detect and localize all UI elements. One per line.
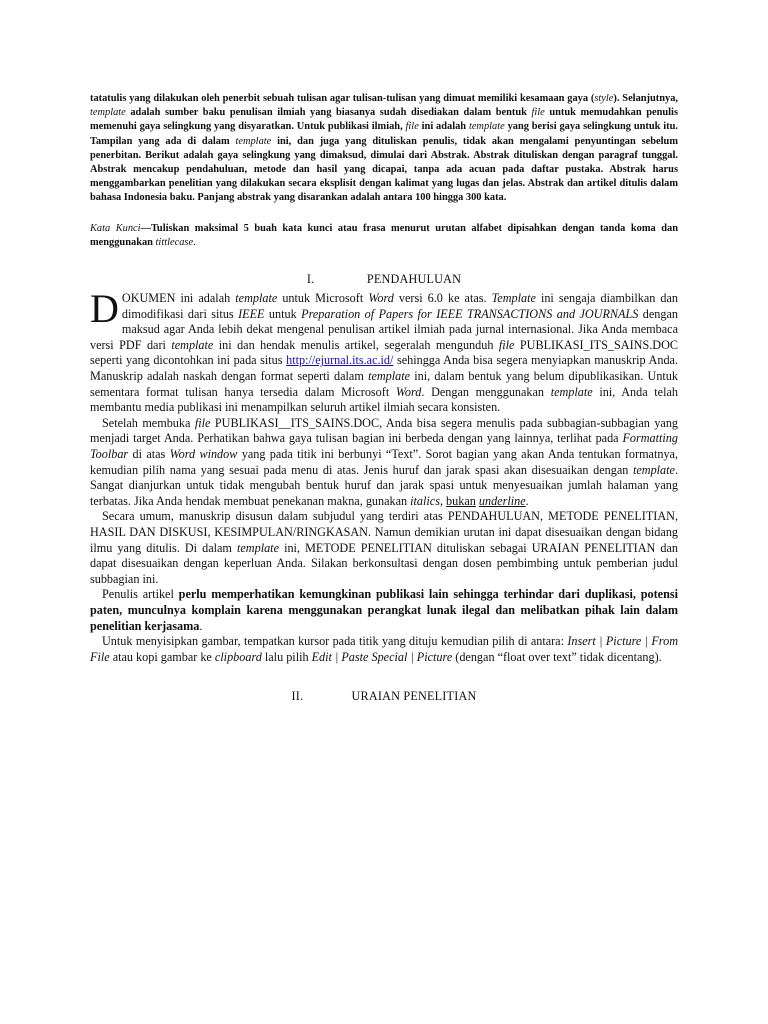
italic-text: template: [237, 540, 279, 555]
keywords-end: .: [193, 236, 196, 248]
text: .: [525, 493, 529, 508]
italic-underlined-text: underline: [478, 493, 526, 508]
italic-text: Preparation of Papers for IEEE TRANSACTIONS and JOURNALS: [301, 306, 639, 321]
text: dengan maksud agar Anda lebih dekat mengenal penulisan artikel ilmiah pada jurnal internasional. Jika Anda membaca versi PDF dari: [90, 306, 678, 352]
abstract-text: yang berisi gaya selingkung untuk itu. Tampilan yang ada di dalam: [90, 121, 678, 147]
text: .: [199, 618, 203, 633]
italic-text: Edit | Paste Special | Picture: [311, 649, 453, 664]
text: di atas: [128, 446, 170, 461]
text: Untuk menyisipkan gambar, tempatkan kursor pada titik yang dituju kemudian pilih di antara:: [102, 634, 568, 649]
text: Secara umum, manuskrip disusun dalam subjudul yang terdiri atas PENDAHULUAN, METODE PENELITIAN, HASIL DAN DISKUSI, KESIMPULAN/RINGKASAN. Namun demikian urutan ini dapat disesuaikan dengan bidang ilmu yang ditulis. Di dalam: [90, 509, 678, 555]
text: ,: [439, 493, 447, 508]
italic-text: italics: [410, 493, 440, 508]
italic-text: template: [632, 462, 675, 477]
abstract-italic: file: [405, 121, 419, 133]
text: ini, METODE PENELITIAN dituliskan sebagai URAIAN PENELITIAN dan dapat disesuaikan dengan keperluan Anda. Silakan berkonsultasi dengan dosen pembimbing untuk pemberian judul subbagian ini.: [90, 540, 678, 586]
paragraph-warning: [90, 587, 678, 634]
paragraph-images: [90, 634, 678, 665]
italic-text: file: [498, 337, 515, 352]
underlined-text: bukan: [446, 493, 476, 508]
bold-text: perlu memperhatikan kemungkinan publikasi lain sehingga terhindar dari duplikasi, potensi paten, munculnya komplain karena menggunakan perangkat lunak ilegal dan melibatkan pihak lain dalam penelitian kerjasama: [90, 587, 678, 633]
abstract-text: adalah sumber baku penulisan ilmiah yang biasanya sudah disediakan dalam bentuk: [125, 107, 532, 119]
italic-text: Word window: [169, 446, 238, 461]
text: untuk Microsoft: [277, 291, 369, 306]
abstract-text: tatatulis yang dilakukan oleh penerbit sebuah tulisan agar tulisan-tulisan yang dimuat memiliki kesamaan gaya (: [90, 93, 595, 104]
text: ini dan hendak menulis artikel, segeralah mengunduh: [213, 337, 499, 352]
section-number: I.: [306, 272, 315, 287]
italic-text: IEEE: [238, 306, 265, 321]
section-title: PENDAHULUAN: [366, 272, 462, 287]
italic-text: clipboard: [214, 649, 262, 664]
section-heading-pendahuluan: [90, 272, 678, 287]
text: OKUMEN ini adalah: [121, 291, 236, 306]
text: lalu pilih: [261, 649, 312, 664]
abstract-italic: file: [531, 107, 545, 119]
text: Setelah membuka: [102, 415, 195, 430]
text: atau kopi gambar ke: [109, 649, 215, 664]
italic-text: file: [194, 415, 211, 430]
paragraph-intro: [90, 286, 679, 416]
abstract-italic: template: [468, 121, 505, 133]
text: ini, Anda telah membantu media publikasi ini menampilkan seluruh artikel ilmiah secara konsisten.: [90, 384, 678, 415]
drop-cap: D: [90, 286, 119, 332]
italic-text: Word: [368, 291, 394, 306]
paragraph-structure: [90, 509, 678, 587]
keywords-paragraph: [90, 222, 678, 250]
italic-text: template: [235, 291, 278, 306]
abstract-italic: template: [90, 107, 126, 119]
text: sehingga Anda bisa segera menyiapkan manuskrip Anda. Manuskrip adalah naskah dengan format seperti dalam: [90, 353, 678, 383]
abstract-text: ). Selanjutnya,: [613, 93, 679, 104]
abstract-text: ini, dan juga yang dituliskan penulis, tidak akan mengalami penyuntingan sebelum penerbitan. Berikut adalah gaya selingkung yang dimaksud, dimulai dari Abstrak. Abstrak dituliskan dengan paragraf tunggal. Abstrak mencakup pendahuluan, metode dan hasil yang dicapai, tanpa ada acuan pada daftar pustaka. Abstrak harus menggambarkan penelitian yang dilakukan secara eksplisit dengan kalimat yang lugas dan jelas. Abstrak dan artikel ditulis dalam bahasa Indonesia baku. Panjang abstrak yang disarankan adalah antara 100 hingga 300 kata.: [90, 135, 678, 204]
text: ini, dalam bentuk yang belum dipublikasikan. Untuk sementara format tulisan hanya tersedia dalam Microsoft: [90, 369, 678, 399]
paragraph-formatting: [90, 416, 678, 510]
keywords-italic: tittlecase: [155, 236, 194, 248]
section-number: II.: [291, 689, 304, 704]
italic-text: Formatting Toolbar: [90, 431, 678, 461]
text: (dengan “float over text” tidak dicentang).: [452, 649, 662, 664]
text: Penulis artikel: [102, 587, 179, 602]
italic-text: Insert | Picture | From File: [90, 634, 678, 664]
abstract-text: ini adalah: [418, 121, 469, 133]
keywords-label: Kata Kunci: [90, 222, 141, 234]
text: PUBLIKASI_ITS_SAINS.DOC seperti yang dicontohkan ini pada situs: [90, 337, 678, 368]
keywords-text: Tuliskan maksimal 5 buah kata kunci atau frasa menurut urutan alfabet dipisahkan dengan tanda koma dan menggunakan: [90, 222, 678, 248]
text: versi 6.0 ke atas.: [393, 291, 492, 306]
text: . Dengan menggunakan: [421, 384, 551, 399]
abstract-italic: template: [235, 135, 272, 147]
text: untuk: [264, 306, 302, 321]
section-title: URAIAN PENELITIAN: [351, 689, 477, 704]
ejurnal-link[interactable]: http://ejurnal.its.ac.id/: [286, 353, 394, 368]
section-heading-uraian: [90, 689, 678, 704]
italic-text: template: [550, 384, 593, 399]
text: yang pada titik ini berbunyi “Text”. Sorot bagian yang akan Anda tentukan formatnya, kemudian pilih nama yang sesuai pada menu di atas. Jenis huruf dan jarak spasi akan disesuaikan dengan: [90, 446, 679, 477]
abstract-text: untuk memudahkan penulis memenuhi gaya selingkung yang disyaratkan. Untuk publikasi ilmiah,: [90, 107, 678, 133]
italic-text: template: [368, 369, 411, 383]
italic-text: template: [171, 337, 214, 352]
keywords-dash: —: [140, 222, 151, 234]
text: ini sengaja diambilkan dan dimodifikasi dari situs: [121, 291, 679, 321]
text: . Sangat dianjurkan untuk tidak mengubah bentuk huruf dan jarak spasi untuk menyesuaikan jumlah halaman yang terbatas. Jika Anda hendak membuat penekanan makna, gunakan: [90, 462, 678, 508]
italic-text: Template: [491, 291, 536, 306]
text: PUBLIKASI__ITS_SAINS.DOC, Anda bisa segera menulis pada subbagian-subbagian yang menjadi target Anda. Perhatikan bahwa gaya tulisan bagian ini berbeda dengan yang lainnya, terlihat pada: [90, 415, 679, 446]
abstract-italic: style: [594, 93, 614, 104]
italic-text: Word: [395, 384, 422, 399]
abstract-paragraph: [90, 92, 678, 206]
